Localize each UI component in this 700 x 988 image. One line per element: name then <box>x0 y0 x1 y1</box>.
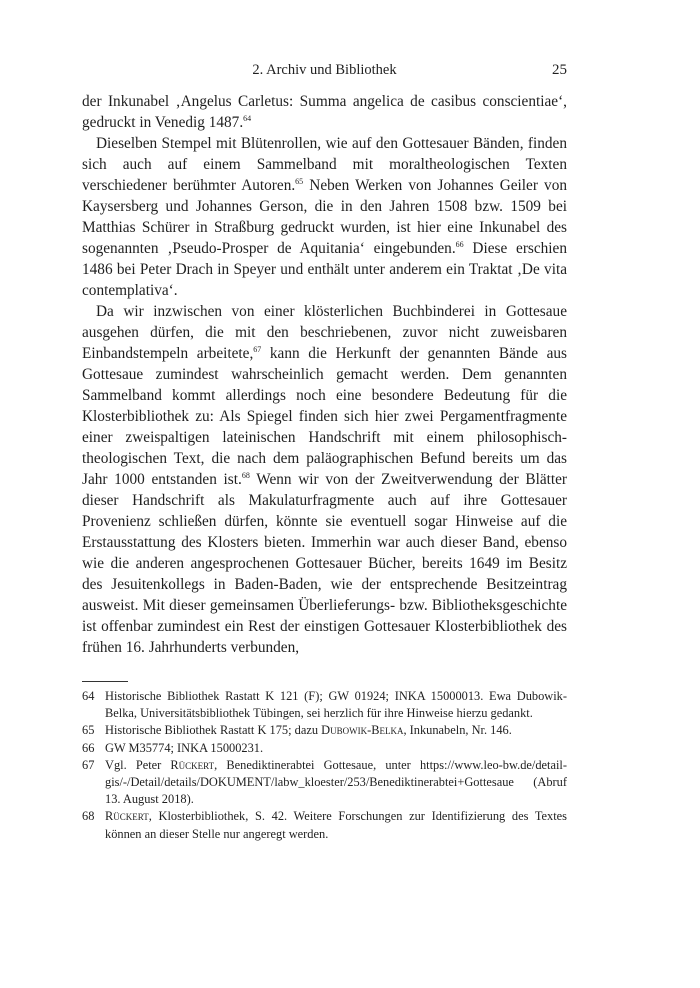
footnote-number: 67 <box>82 757 95 772</box>
footnote-65 <box>82 722 567 739</box>
footnote-ref-68: 68 <box>241 470 250 480</box>
footnote-number: 66 <box>82 740 95 755</box>
paragraph-3-text-2: kann die Herkunft der genannten Bände aus Gottesaue zumindest wahrscheinlich gemacht werden. Dem genannten Sammelband kommt allerdings noch eine besondere Bedeutung für die Klosterbibliothek zu: Als Spiegel finden sich hier zwei Pergamentfragmente einer zweispaltigen lateinischen Handschrift mit einem philosophisch-theologischen Text, die nach dem paläographischen Befund bereits um das Jahr 1000 entstanden ist. <box>82 345 567 488</box>
paragraph-3 <box>82 301 567 658</box>
paragraph-3-text-1: Da wir inzwischen von einer klösterlichen Buchbinderei in Gottesaue ausgehen dürfen, die mit den beschriebenen, zuvor nicht zuweisbaren Einbandstempeln arbeitete, <box>82 303 567 362</box>
paragraph-2 <box>82 133 567 301</box>
footnote-text <box>105 757 567 809</box>
footnotes <box>82 688 567 843</box>
running-title: 2. Archiv und Bibliothek <box>252 62 397 78</box>
footnote-text: Historische Bibliothek Rastatt K 121 (F); GW 01924; INKA 15000013. Ewa Dubowik-Belka, Universitätsbibliothek Tübingen, sei herzlich für ihre Hinweise hierzu gedankt. <box>105 689 567 721</box>
footnote-text <box>105 808 567 842</box>
running-head <box>82 62 567 80</box>
footnote-text-post: , Benediktinerabtei Gottesaue, unter https://www.leo-bw.de/detail-gis/-/Detail/details/DOKUMENT/labw_kloester/253/Benediktinerabtei+Gottesaue (Abruf 13. August 2018). <box>105 757 567 807</box>
footnote-67 <box>82 757 567 809</box>
footnote-author: Rückert <box>170 757 215 772</box>
footnote-text-post: , Inkunabeln, Nr. 146. <box>403 723 512 738</box>
footnote-text <box>105 722 567 739</box>
paragraph-2-text-2: Neben Werken von Johannes Geiler von Kaysersberg und Johannes Gerson, die in den Jahren 1508 bzw. 1509 bei Matthias Schürer in Straßburg gedruckt wurden, ist hier eine Inkunabel des sogenannten ‚Pseudo-Prosper de Aquitania‘ eingebunden. <box>82 177 567 257</box>
page-number: 25 <box>552 62 567 78</box>
paragraph-2-text-3: Diese erschien 1486 bei Peter Drach in Speyer und enthält unter anderem ein Traktat ‚De vita contemplativa‘. <box>82 240 567 299</box>
footnote-author: Rückert <box>105 809 149 824</box>
footnote-author: Dubowik-Belka <box>321 723 404 738</box>
footnote-text-pre: Vgl. Peter <box>105 757 171 772</box>
footnote-64 <box>82 688 567 722</box>
footnote-text-post: , Klosterbibliothek, S. 42. Weitere Forschungen zur Identifizierung des Textes können an dieser Stelle nur angeregt werden. <box>105 809 567 841</box>
footnote-ref-65: 65 <box>295 176 304 186</box>
footnote-68 <box>82 808 567 842</box>
footnote-number: 68 <box>82 809 95 824</box>
footnote-number: 65 <box>82 723 95 738</box>
footnote-66 <box>82 740 567 757</box>
footnote-divider <box>82 681 128 682</box>
paragraph-1-text-1: der Inkunabel ‚Angelus Carletus: Summa angelica de casibus conscientiae‘, gedruckt in Venedig 1487. <box>82 93 567 131</box>
paragraph-1 <box>82 91 567 133</box>
footnote-text: GW M35774; INKA 15000231. <box>105 740 264 755</box>
footnote-ref-67: 67 <box>253 344 262 354</box>
footnote-ref-64: 64 <box>243 113 252 123</box>
footnote-ref-66: 66 <box>455 239 464 249</box>
footnote-number: 64 <box>82 689 95 703</box>
footnote-text-pre: Historische Bibliothek Rastatt K 175; dazu <box>105 723 322 738</box>
body-text <box>82 91 567 658</box>
paragraph-3-text-3: Wenn wir von der Zweitverwendung der Blätter dieser Handschrift als Makulaturfragmente auch auf ihre Gottesauer Provenienz schließen dürfen, könnte sie eventuell sogar Hinweise auf die Erstausstattung des Klosters bieten. Immerhin war auch dieser Band, ebenso wie die anderen angesprochenen Gottesauer Bücher, bereits 1649 im Besitz des Jesuitenkollegs in Baden-Baden, wie der entsprechende Besitzeintrag ausweist. Mit dieser gemeinsamen Überlieferungs- bzw. Bibliotheksgeschichte ist offenbar zumindest ein Rest der einstigen Gottesauer Klosterbibliothek des frühen 16. Jahrhunderts verbunden, <box>82 471 568 656</box>
paragraph-2-text-1: Dieselben Stempel mit Blütenrollen, wie auf den Gottesauer Bänden, finden sich auch auf einem Sammelband mit moraltheologischen Texten verschiedener berühmter Autoren. <box>82 135 567 194</box>
